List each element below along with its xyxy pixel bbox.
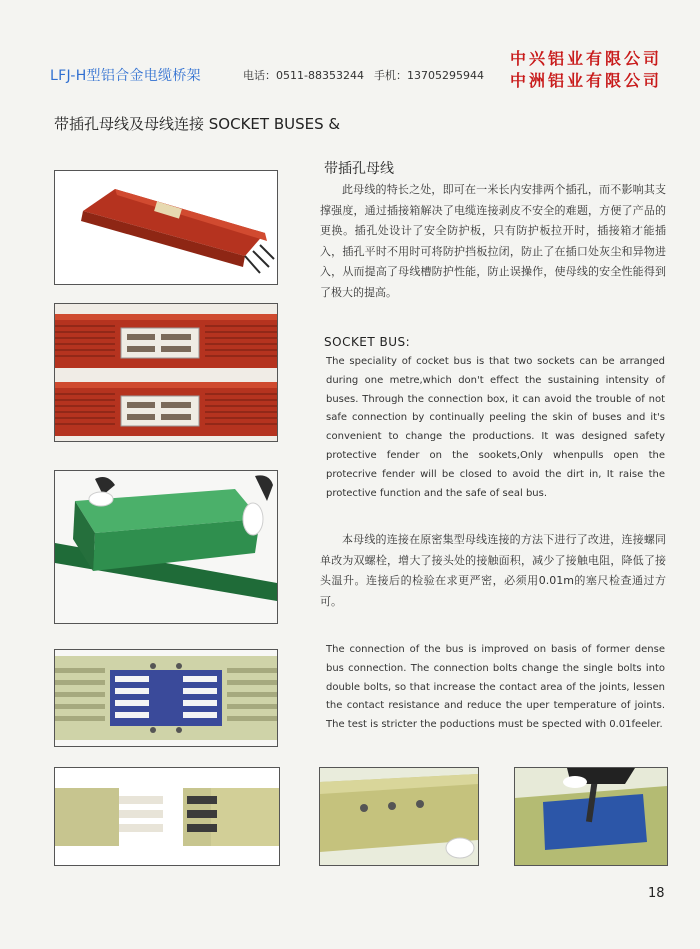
socket-buses-image (55, 304, 277, 441)
company-name-1: 中兴铝业有限公司 (509, 49, 662, 68)
phone-label: 电话：0511-88353244 (243, 69, 364, 82)
section-title: 带插孔母线及母线连接 SOCKET BUSES & (54, 115, 341, 133)
red-bus-duct-image (55, 171, 277, 284)
en-section-paragraph: The speciality of cocket bus is that two sockets can be arranged during one metre,which don't effect the sustaining intensity of buses. Through the connection box, it can avoid the trouble of not safe connection by continually peeling the skin of buses and it's convenient to change the productions. It was designed safety protective fender on the sookets,Only whenpulls open the protecrive fender will be closed to avoid the dirt in, It raise the protective function and the safe of seal bus. (326, 356, 665, 499)
cn-connection-paragraph: 本母线的连接在原密集型母线连接的方法下进行了改进，连接螺同单改为双螺栓，增大了接头处的接触面积，减少了接触电阻，降低了接头温升。连接后的检验在求更严密，必须用0.01m的塞尺检查通过方可。 (320, 533, 666, 608)
photo-green-connection-box (54, 470, 278, 624)
cn-section-title: 带插孔母线 (324, 161, 394, 177)
brand-title: LFJ-H型铝合金电缆桥架 (50, 68, 201, 84)
bus-joint-image (55, 650, 277, 746)
page-number: 18 (648, 886, 665, 901)
photo-bus-ends (54, 767, 280, 866)
company-name-2: 中洲铝业有限公司 (509, 71, 662, 90)
mobile-label: 手机：13705295944 (373, 69, 484, 82)
green-connection-box-image (55, 471, 277, 623)
photo-bus-joint (54, 649, 278, 747)
bus-ends-image (55, 768, 279, 865)
en-section-title: SOCKET BUS: (324, 335, 411, 349)
bolted-joint-image (320, 768, 478, 865)
photo-bus-inspection (514, 767, 668, 866)
photo-red-bus-duct (54, 170, 278, 285)
en-connection-paragraph: The connection of the bus is improved on basis of former dense bus connection. The connection bolts change the single bolts into double bolts, so that increase the contact area of the joints, lessen the contact resistance and reduce the uper temperature of joints. The test is stricter the poductions must be spected with 0.01feeler. (326, 644, 665, 731)
photo-socket-buses (54, 303, 278, 442)
bus-inspection-image (515, 768, 667, 865)
contact-info (243, 67, 484, 83)
cn-section-paragraph: 此母线的特长之处，即可在一米长内安排两个插孔，而不影响其支撑强度，通过插接箱解决了电缆连接剥皮不安全的难题，方便了产品的更换。插孔处设计了安全防护板，只有防护板拉开时，插接箱才能插入，插孔平时不用时可将防护挡板拉闭，防止了在插口处灰尘和异物进入，从而提高了母线槽防护性能，防止误操作，使母线的安全性能得到了极大的提高。 (320, 183, 666, 299)
company-names (510, 48, 662, 92)
photo-bolted-joint (319, 767, 479, 866)
